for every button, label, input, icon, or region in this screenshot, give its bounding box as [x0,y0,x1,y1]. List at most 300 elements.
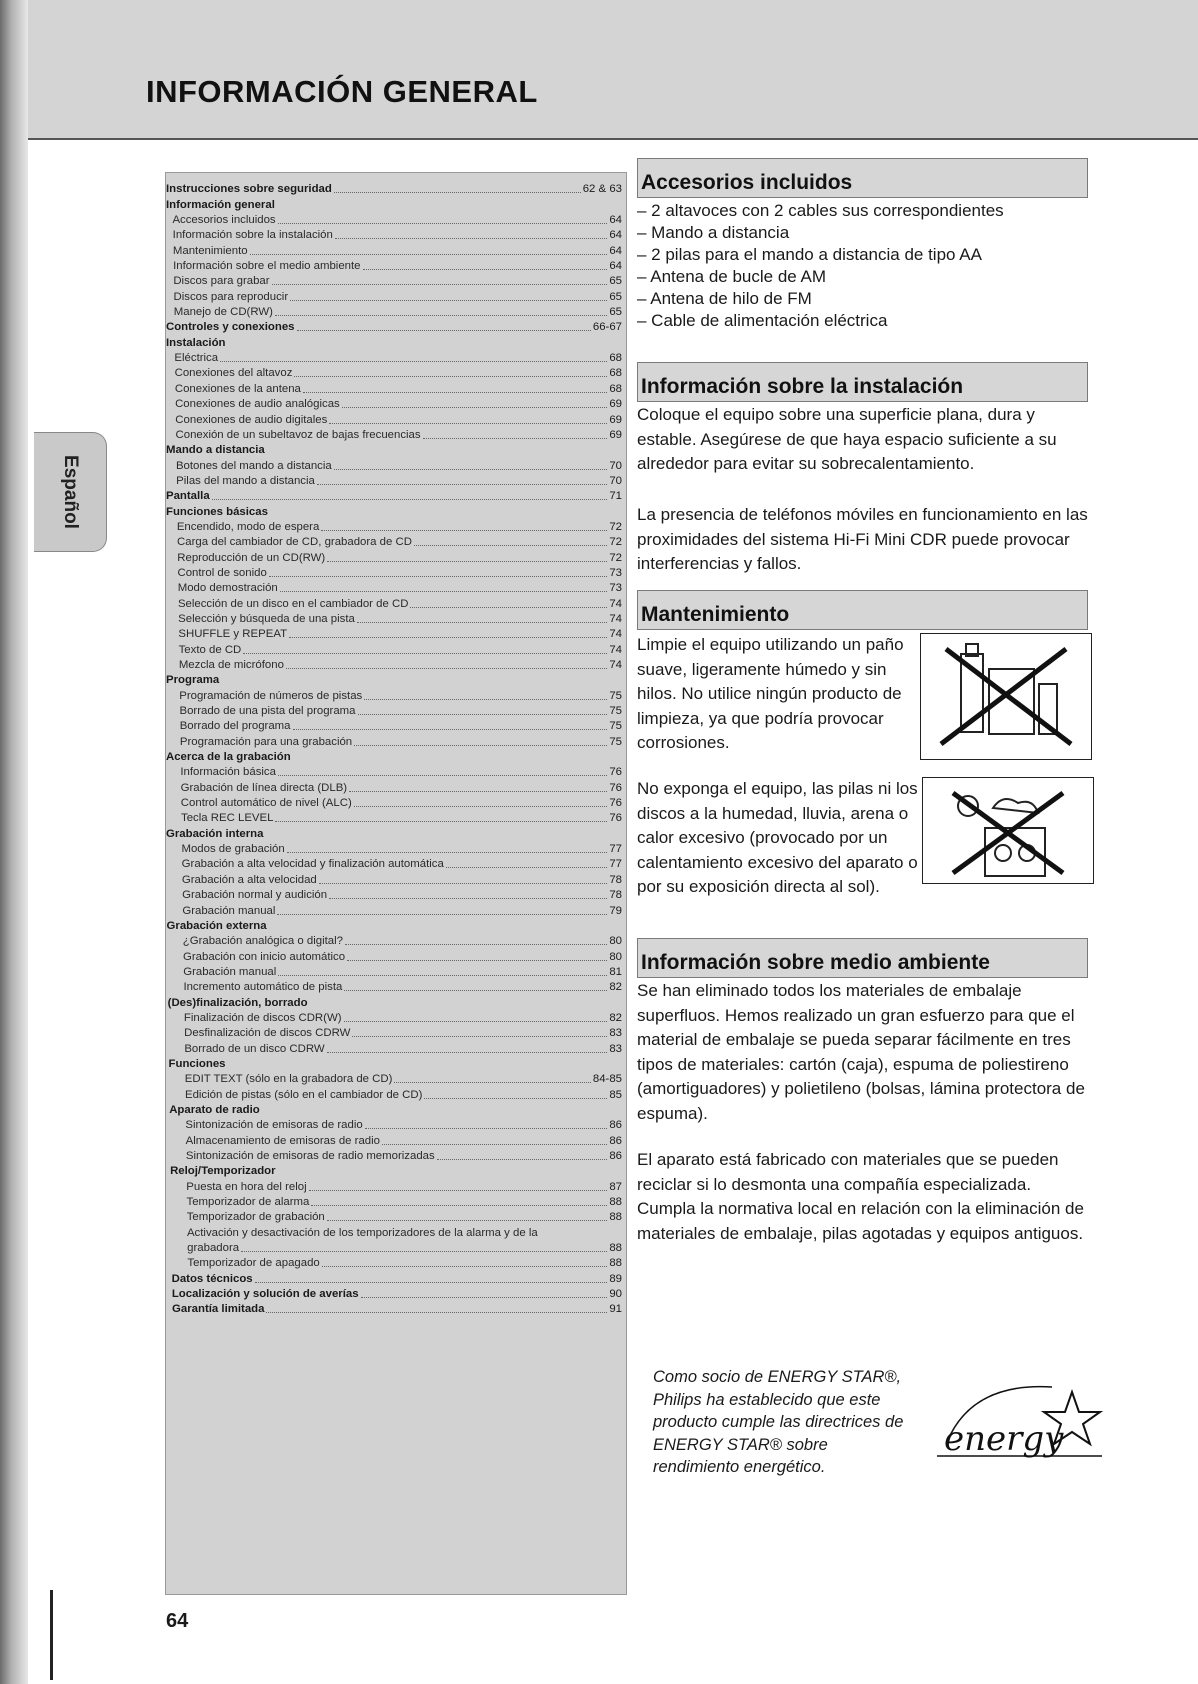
toc-leader [275,821,607,822]
toc-page: 69 [609,413,622,426]
medio-ambiente-paragraph-2: El aparato está fabricado con materiales que se pueden reciclar si lo desmonta una compañía especializada. Cumpla la normativa local en relación con la eliminación de materiales de embalaje, pilas agotadas y equipos antiguos. [637,1150,1084,1243]
toc-row [166,703,622,718]
toc-page: 68 [609,352,622,365]
page-title: INFORMACIÓN GENERAL [146,74,538,109]
toc-label: Grabación a alta velocidad [181,873,317,886]
toc-label: Programa [166,674,220,687]
section-title: Información sobre medio ambiente [641,951,990,974]
toc-row [166,1255,622,1270]
toc-label: Mantenimiento [172,244,248,257]
energy-logo-word: energy [944,1419,1064,1459]
toc-label: Funciones [168,1057,226,1070]
toc-page: 77 [609,858,622,871]
toc-leader [327,1220,608,1221]
toc-row [166,979,622,994]
toc-label: Grabación normal y audición [182,889,328,902]
no-weather-exposure-icon [922,777,1094,884]
toc-label: Borrado de una pista del programa [179,705,356,718]
toc-row [166,396,622,411]
toc-leader [277,914,607,915]
toc-leader [322,1266,608,1267]
toc-label: Eléctrica [174,352,219,365]
section-heading-mantenimiento [637,590,1088,630]
toc-row [166,304,622,319]
toc-row [166,488,622,503]
language-tab-label: Español [60,455,81,529]
toc-label: (Des)finalización, borrado [167,996,308,1009]
toc-row [166,319,622,334]
toc-page: 70 [609,459,622,472]
toc-label: Borrado de un disco CDRW [184,1042,325,1055]
toc-label: Garantía limitada [172,1303,265,1316]
toc-row [166,749,622,764]
toc-page: 72 [609,536,622,549]
toc-row [166,733,622,748]
toc-label: Discos para grabar [173,275,270,288]
toc-row [166,196,622,211]
toc-row [166,534,622,549]
toc-row [166,258,622,273]
section-heading-accesorios [637,158,1088,198]
toc-leader [344,990,607,991]
toc-row [166,1286,622,1301]
section-heading-medio-ambiente [637,938,1088,978]
toc-leader [334,192,581,193]
toc-row [166,1148,622,1163]
toc-page: 72 [609,551,622,564]
toc-row [166,503,622,518]
toc-label: Borrado del programa [179,720,291,733]
toc-leader [269,576,608,577]
toc-leader [289,637,607,638]
accessory-item: – 2 pilas para el mando a distancia de tipo AA [637,245,982,264]
toc-page: 90 [609,1288,622,1301]
toc-leader [365,1128,608,1129]
toc-page: 88 [609,1242,622,1255]
toc-page: 68 [609,382,622,395]
toc-label: Modo demostración [177,582,278,595]
toc-page: 80 [609,935,622,948]
toc-row [166,856,622,871]
toc-row [166,227,622,242]
toc-row [166,1025,622,1040]
toc-leader [357,622,607,623]
toc-page: 64 [609,214,622,227]
toc-leader [275,315,607,316]
toc-row [166,1132,622,1147]
toc-label: Reproducción de un CD(RW) [177,551,326,564]
toc-row [166,810,622,825]
instalacion-paragraph-2: La presencia de teléfonos móviles en funcionamiento en las proximidades del sistema Hi-Fi Mini CDR puede provocar interferencias y fallos. [637,505,1088,573]
toc-leader [446,867,608,868]
toc-page: 78 [609,873,622,886]
toc-page: 87 [609,1180,622,1193]
toc-page: 88 [609,1196,622,1209]
toc-page: 69 [609,398,622,411]
toc-leader [286,668,607,669]
toc-page: 89 [609,1272,622,1285]
toc-row [166,549,622,564]
toc-label: Conexiones de audio digitales [175,413,328,426]
toc-row [166,994,622,1009]
toc-row [166,1224,622,1239]
toc-label: Pilas del mando a distancia [176,474,315,487]
toc-row [166,1240,622,1255]
toc-row [166,825,622,840]
toc-leader [345,944,607,945]
toc-label: Conexiones de la antena [174,382,301,395]
toc-label: Datos técnicos [171,1272,253,1285]
toc-label: Información sobre la instalación [172,229,333,242]
toc-row [166,672,622,687]
toc-leader [303,392,607,393]
toc-label: Reloj/Temporizador [170,1165,276,1178]
toc-leader [329,898,607,899]
toc-row [166,764,622,779]
toc-row [166,795,622,810]
toc-row [166,212,622,227]
page-binding-edge [0,0,28,1684]
toc-leader [241,1251,607,1252]
toc-row [166,1117,622,1132]
page-number: 64 [166,1610,189,1632]
toc-row [166,365,622,380]
toc-leader [344,1021,608,1022]
toc-leader [437,1159,608,1160]
toc-row [166,964,622,979]
toc-label: Pantalla [166,490,210,503]
section-heading-instalacion [637,362,1088,402]
header-band [0,0,1198,140]
toc-row [166,181,622,196]
mantenimiento-paragraph-2: No exponga el equipo, las pilas ni los discos a la humedad, lluvia, arena o calor excesivo (provocado por un calentamiento excesivo del aparato o por su exposición directa al sol). [637,779,918,896]
accessories-list [637,200,1087,332]
toc-page: 85 [609,1088,622,1101]
toc-page: 77 [609,843,622,856]
toc-row [166,411,622,426]
toc-page: 91 [609,1303,622,1316]
toc-leader [321,530,607,531]
toc-label: Activación y desactivación de los temporizadores de la alarma y de la [186,1226,538,1239]
toc-row [166,657,622,672]
accessory-item: – 2 altavoces con 2 cables sus correspondientes [637,201,1004,220]
toc-label: Grabación con inicio automático [183,950,346,963]
toc-leader [250,254,608,255]
toc-label: Grabación a alta velocidad y finalización automática [181,858,444,871]
toc-label: Texto de CD [178,643,242,656]
toc-label: Sintonización de emisoras de radio [185,1119,363,1132]
toc-row [166,273,622,288]
toc-row [166,473,622,488]
toc-page: 74 [609,612,622,625]
toc-page: 75 [609,720,622,733]
toc-label: Incremento automático de pista [183,981,343,994]
toc-row [166,626,622,641]
toc-page: 69 [609,428,622,441]
toc-row [166,779,622,794]
toc-leader [410,607,607,608]
toc-label: Instrucciones sobre seguridad [166,183,332,196]
toc-label: Modos de grabación [181,843,285,856]
toc-row [166,242,622,257]
toc-label: Localización y solución de averías [171,1288,359,1301]
toc-label: Mezcla de micrófono [178,659,284,671]
toc-row [166,1194,622,1209]
toc-page: 86 [609,1119,622,1132]
toc-row [166,718,622,733]
toc-row [166,841,622,856]
toc-page: 79 [609,904,622,917]
toc-leader [361,1297,608,1298]
toc-label: Puesta en hora del reloj [186,1180,307,1193]
toc-label: Edición de pistas (sólo en el cambiador de CD) [184,1088,423,1101]
toc-leader [349,791,607,792]
toc-row [166,1209,622,1224]
toc-leader [334,469,608,470]
toc-page: 76 [609,766,622,779]
table-of-contents [165,172,627,1595]
toc-page: 64 [609,244,622,257]
toc-row [166,1071,622,1086]
accessory-item: – Mando a distancia [637,223,790,242]
toc-label: Programación para una grabación [179,735,353,748]
toc-page: 74 [609,659,622,671]
toc-row [166,427,622,442]
toc-page: 81 [609,965,622,978]
toc-leader [272,284,608,285]
toc-page: 76 [609,797,622,810]
toc-row [166,641,622,656]
toc-leader [243,653,607,654]
toc-row [166,1270,622,1285]
toc-page: 86 [609,1134,622,1147]
toc-row [166,580,622,595]
toc-leader [309,1190,608,1191]
toc-label: Acerca de la grabación [166,751,291,764]
toc-page: 82 [609,981,622,994]
toc-row [166,871,622,886]
toc-label: Selección y búsqueda de una pista [178,612,355,625]
toc-row [166,1178,622,1193]
toc-leader [287,852,608,853]
toc-label: Grabación de línea directa (DLB) [180,781,348,794]
toc-leader [358,714,608,715]
toc-row [166,918,622,933]
toc-label: Encendido, modo de espera [176,520,320,533]
toc-leader [329,423,607,424]
toc-label: Información sobre el medio ambiente [173,260,361,273]
header-rule [0,138,1198,140]
toc-leader [220,361,607,362]
toc-label: Conexiones de audio analógicas [175,398,340,411]
toc-label: Almacenamiento de emisoras de radio [185,1134,380,1147]
toc-page: 74 [609,597,622,610]
toc-leader [317,484,607,485]
toc-row [166,1086,622,1101]
toc-row [166,350,622,365]
toc-leader [278,775,607,776]
toc-row [166,1056,622,1071]
toc-leader [347,960,607,961]
toc-leader [255,1282,608,1283]
toc-label: Funciones básicas [166,505,268,518]
toc-leader [293,729,608,730]
toc-page: 80 [609,950,622,963]
toc-leader [212,499,608,500]
accessory-item: – Antena de bucle de AM [637,267,827,286]
toc-label: Controles y conexiones [166,321,295,334]
toc-row [166,380,622,395]
toc-page: 74 [609,628,622,641]
toc-leader [327,1052,608,1053]
toc-label: Discos para reproducir [173,290,289,303]
toc-page: 71 [609,490,622,503]
toc-leader [394,1082,590,1083]
toc-leader [327,561,607,562]
toc-row [166,595,622,610]
toc-page: 68 [609,367,622,380]
toc-label: Grabación manual [183,965,277,978]
toc-leader [354,745,607,746]
toc-row [166,948,622,963]
toc-page: 78 [609,889,622,902]
toc-page: 74 [609,643,622,656]
toc-label: Información general [166,198,275,211]
toc-leader [278,223,608,224]
toc-leader [266,1312,607,1313]
toc-page: 64 [609,229,622,242]
toc-page: 62 & 63 [582,183,622,196]
toc-leader [278,975,607,976]
toc-label: grabadora [187,1242,240,1255]
energy-star-note: Como socio de ENERGY STAR®, Philips ha establecido que este producto cumple las directrices de ENERGY STAR® sobre rendimiento energético. [653,1368,904,1476]
toc-leader [382,1144,607,1145]
toc-row [166,288,622,303]
toc-leader [294,376,607,377]
toc-row [166,565,622,580]
toc-page: 86 [609,1150,622,1162]
toc-label: Carga del cambiador de CD, grabadora de CD [177,536,412,549]
binding-mark [50,1590,53,1680]
toc-label: Control automático de nivel (ALC) [180,797,352,810]
toc-label: Selección de un disco en el cambiador de CD [177,597,409,610]
toc-label: Grabación interna [166,827,264,840]
toc-leader [354,806,608,807]
energy-star-logo [932,1372,1107,1472]
section-title: Información sobre la instalación [641,375,964,398]
toc-page: 88 [609,1257,622,1270]
toc-label: Control de sonido [177,566,267,579]
toc-row [166,611,622,626]
toc-label: SHUFFLE y REPEAT [178,628,288,641]
instalacion-paragraph-1: Coloque el equipo sobre una superficie plana, dura y estable. Asegúrese de que haya espacio suficiente a su alrededor para evitar su sobrecalentamiento. [637,405,1057,473]
toc-row [166,442,622,457]
toc-leader [290,300,607,301]
mantenimiento-paragraph-1: Limpie el equipo utilizando un paño suave, ligeramente húmedo y sin hilos. No utilice ningún producto de limpieza, ya que podría provocar corrosiones. [637,635,904,752]
toc-page: 64 [609,260,622,273]
toc-leader [319,883,608,884]
toc-page: 73 [609,582,622,595]
toc-label: Manejo de CD(RW) [173,306,273,319]
toc-row [166,1102,622,1117]
toc-row [166,1010,622,1025]
toc-label: Conexión de un subeltavoz de bajas frecuencias [175,428,421,441]
section-title: Accesorios incluidos [641,171,853,194]
toc-page: 75 [609,735,622,748]
toc-page: 83 [609,1042,622,1055]
toc-label: Temporizador de grabación [186,1211,325,1224]
section-title: Mantenimiento [641,603,790,626]
toc-label: ¿Grabación analógica o digital? [182,935,343,948]
toc-label: Botones del mando a distancia [175,459,332,472]
toc-row [166,1163,622,1178]
toc-page: 88 [609,1211,622,1224]
toc-row [166,519,622,534]
toc-leader [342,407,608,408]
toc-label: Accesorios incluidos [172,214,276,227]
toc-label: Temporizador de apagado [187,1257,320,1270]
toc-row [166,902,622,917]
toc-page: 72 [609,520,622,533]
toc-row [166,1301,622,1316]
language-tab [34,432,107,552]
toc-page: 65 [609,275,622,288]
toc-page: 82 [609,1011,622,1024]
toc-label: Grabación manual [182,904,276,917]
toc-label: Finalización de discos CDR(W) [183,1011,342,1024]
toc-page: 83 [609,1027,622,1040]
accessory-item: – Cable de alimentación eléctrica [637,311,888,330]
toc-label: Mando a distancia [166,444,265,457]
toc-row [166,933,622,948]
toc-leader [311,1205,607,1206]
toc-label: Tecla REC LEVEL [181,812,274,825]
toc-label: EDIT TEXT (sólo en la grabadora de CD) [184,1073,393,1086]
accessory-item: – Antena de hilo de FM [637,289,812,308]
toc-label: Programación de números de pistas [179,689,363,702]
toc-page: 75 [609,705,622,718]
toc-page: 73 [609,566,622,579]
toc-page: 65 [609,290,622,303]
toc-page: 76 [609,781,622,794]
toc-page: 70 [609,474,622,487]
toc-label: Sintonización de emisoras de radio memorizadas [185,1150,435,1162]
toc-leader [414,545,607,546]
toc-leader [423,438,608,439]
toc-page: 75 [609,689,622,702]
toc-label: Instalación [166,336,226,349]
toc-leader [364,699,607,700]
toc-leader [424,1098,607,1099]
toc-leader [363,269,608,270]
toc-label: Desfinalización de discos CDRW [184,1027,351,1040]
toc-row [166,1040,622,1055]
medio-ambiente-paragraph-1: Se han eliminado todos los materiales de embalaje superfluos. Hemos realizado un gran esfuerzo para que el material de embalaje se pueda separar fácilmente en tres tipos de materiales: cartón (caja), espuma de poliestireno (amortiguadores) y polietileno (bolsas, lámina protectora de espuma). [637,981,1085,1123]
toc-label: Temporizador de alarma [186,1196,310,1209]
toc-page: 66-67 [592,321,622,334]
toc-page: 76 [609,812,622,825]
toc-leader [280,591,608,592]
toc-leader [335,238,607,239]
toc-page: 65 [609,306,622,319]
toc-row [166,887,622,902]
toc-row [166,334,622,349]
toc-row [166,457,622,472]
toc-leader [297,330,591,331]
no-cleaning-products-icon [920,633,1092,760]
toc-label: Aparato de radio [169,1103,260,1116]
toc-label: Conexiones del altavoz [174,367,293,380]
